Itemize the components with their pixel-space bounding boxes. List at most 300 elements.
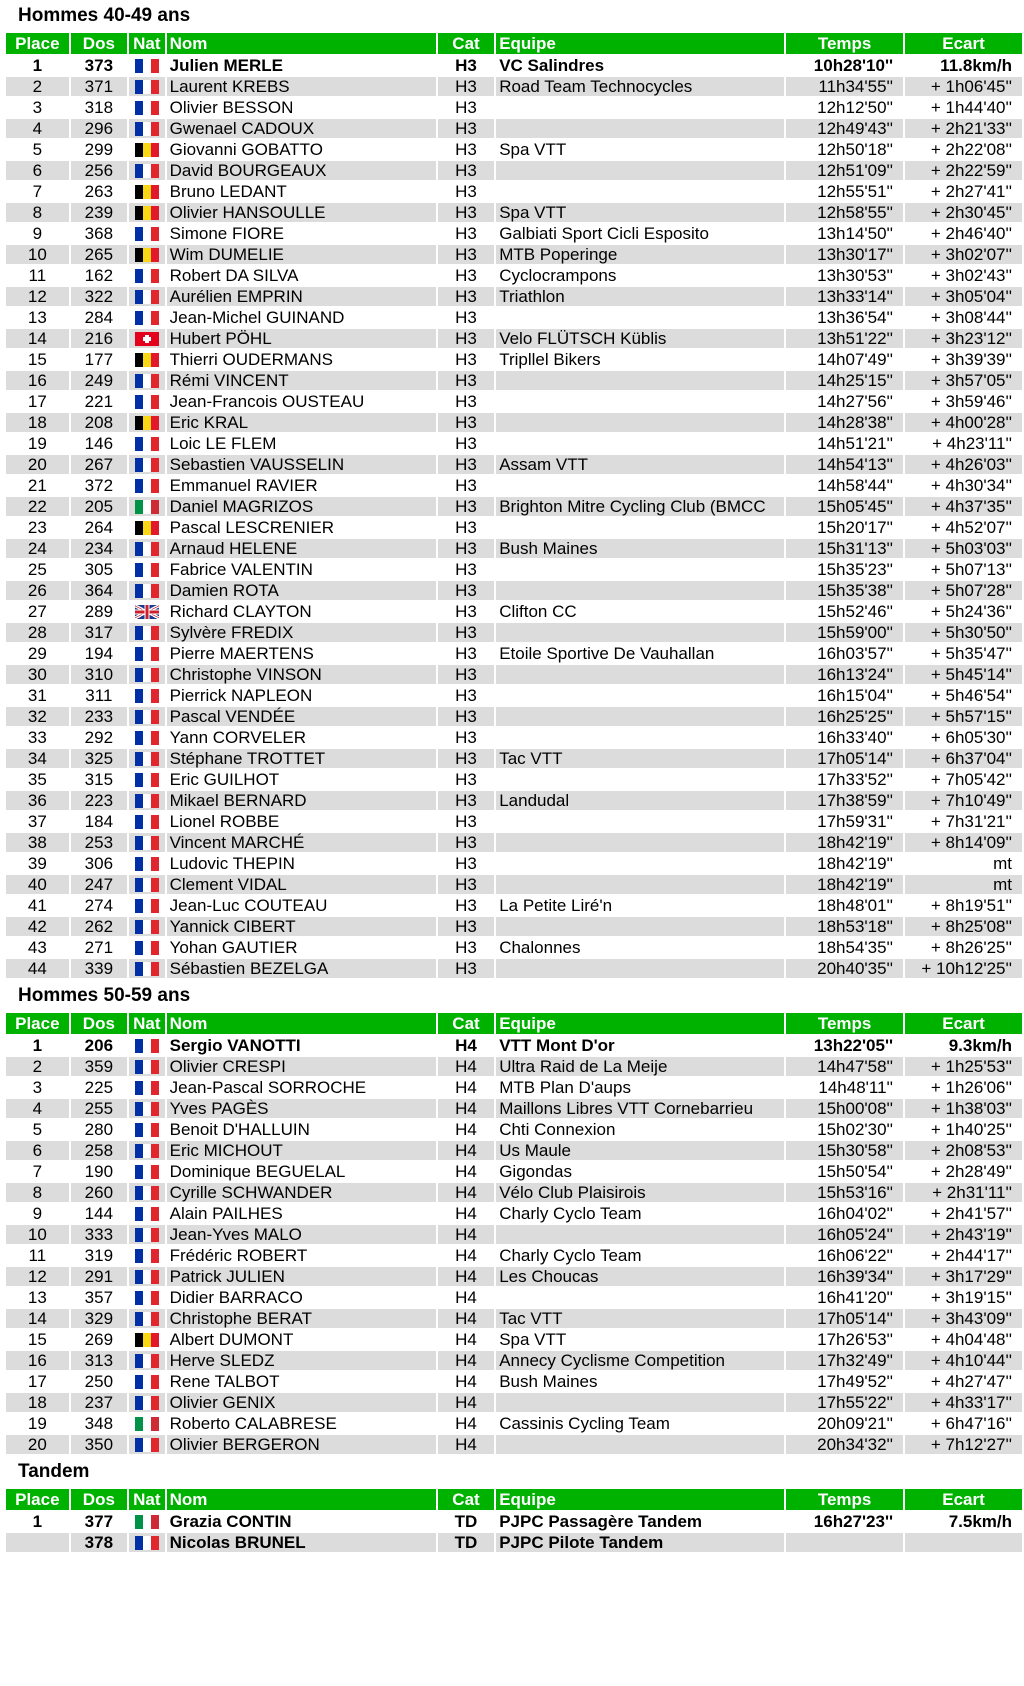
cell-place: 10 (5, 244, 70, 265)
cell-cat: H3 (437, 769, 495, 790)
cell-equipe: Triathlon (495, 286, 785, 307)
cell-place: 38 (5, 832, 70, 853)
results-table (4, 1487, 1024, 1554)
cell-nom: Gwenael CADOUX (166, 118, 437, 139)
nationality-cell (128, 538, 166, 559)
cell-cat: H4 (437, 1434, 495, 1455)
cell-cat: H4 (437, 1371, 495, 1392)
table-row (5, 664, 1023, 685)
flag-fr-icon (135, 269, 159, 283)
nationality-cell (128, 1245, 166, 1266)
flag-fr-icon (135, 689, 159, 703)
table-row (5, 412, 1023, 433)
cell-place: 19 (5, 1413, 70, 1434)
nationality-cell (128, 454, 166, 475)
cell-cat: H4 (437, 1308, 495, 1329)
table-row (5, 517, 1023, 538)
cell-dos: 325 (70, 748, 128, 769)
flag-it-icon (135, 500, 159, 514)
cell-nom: Jean-Pascal SORROCHE (166, 1077, 437, 1098)
cell-nom: Dominique BEGUELAL (166, 1161, 437, 1182)
cell-dos: 305 (70, 559, 128, 580)
table-row (5, 874, 1023, 895)
cell-ecart: + 3h08'44'' (904, 307, 1023, 328)
cell-cat: H3 (437, 643, 495, 664)
cell-temps: 15h50'54'' (785, 1161, 904, 1182)
flag-fr-icon (135, 1375, 159, 1389)
flag-fr-icon (135, 437, 159, 451)
cell-dos: 184 (70, 811, 128, 832)
cell-equipe: VTT Mont D'or (495, 1035, 785, 1056)
cell-ecart: + 4h23'11'' (904, 433, 1023, 454)
cell-nom: Eric GUILHOT (166, 769, 437, 790)
cell-cat: H3 (437, 97, 495, 118)
cell-place: 36 (5, 790, 70, 811)
cell-nom: Pierre MAERTENS (166, 643, 437, 664)
cell-nom: Roberto CALABRESE (166, 1413, 437, 1434)
cell-cat: H3 (437, 76, 495, 97)
cell-equipe (495, 1434, 785, 1455)
column-header-ecart: Ecart (904, 1012, 1023, 1035)
cell-place: 35 (5, 769, 70, 790)
cell-ecart: + 1h38'03'' (904, 1098, 1023, 1119)
cell-cat: H3 (437, 475, 495, 496)
cell-equipe: Tac VTT (495, 748, 785, 769)
nationality-cell (128, 55, 166, 76)
table-row (5, 1098, 1023, 1119)
nationality-cell (128, 1161, 166, 1182)
nationality-cell (128, 328, 166, 349)
cell-temps: 16h03'57'' (785, 643, 904, 664)
flag-ch-icon (135, 332, 159, 346)
cell-place: 16 (5, 370, 70, 391)
cell-nom: Cyrille SCHWANDER (166, 1182, 437, 1203)
cell-place: 11 (5, 265, 70, 286)
cell-dos: 348 (70, 1413, 128, 1434)
cell-equipe: Annecy Cyclisme Competition (495, 1350, 785, 1371)
cell-dos: 162 (70, 265, 128, 286)
cell-cat: H3 (437, 790, 495, 811)
cell-place (5, 1532, 70, 1553)
cell-ecart: + 8h26'25'' (904, 937, 1023, 958)
cell-nom: Patrick JULIEN (166, 1266, 437, 1287)
cell-dos: 269 (70, 1329, 128, 1350)
cell-temps: 16h05'24'' (785, 1224, 904, 1245)
flag-fr-icon (135, 458, 159, 472)
flag-be-icon (135, 185, 159, 199)
flag-fr-icon (135, 878, 159, 892)
table-row (5, 286, 1023, 307)
column-header-dos: Dos (70, 1012, 128, 1035)
table-row (5, 622, 1023, 643)
cell-ecart: + 4h00'28'' (904, 412, 1023, 433)
flag-fr-icon (135, 59, 159, 73)
cell-dos: 239 (70, 202, 128, 223)
cell-cat: H3 (437, 811, 495, 832)
cell-dos: 146 (70, 433, 128, 454)
cell-equipe (495, 622, 785, 643)
cell-temps: 15h05'45'' (785, 496, 904, 517)
cell-cat: H4 (437, 1287, 495, 1308)
cell-cat: H3 (437, 454, 495, 475)
cell-ecart: + 5h57'15'' (904, 706, 1023, 727)
nationality-cell (128, 370, 166, 391)
cell-ecart: + 10h12'25'' (904, 958, 1023, 979)
nationality-cell (128, 601, 166, 622)
cell-place: 12 (5, 1266, 70, 1287)
table-row (5, 580, 1023, 601)
table-row (5, 727, 1023, 748)
cell-place: 14 (5, 328, 70, 349)
cell-cat: H4 (437, 1140, 495, 1161)
cell-equipe: Tripllel Bikers (495, 349, 785, 370)
cell-nom: Jean-Luc COUTEAU (166, 895, 437, 916)
cell-temps: 16h25'25'' (785, 706, 904, 727)
cell-place: 39 (5, 853, 70, 874)
cell-dos: 313 (70, 1350, 128, 1371)
cell-ecart: + 6h05'30'' (904, 727, 1023, 748)
cell-nom: Fabrice VALENTIN (166, 559, 437, 580)
nationality-cell (128, 832, 166, 853)
table-row (5, 55, 1023, 76)
table-row (5, 538, 1023, 559)
table-row (5, 832, 1023, 853)
table-row (5, 76, 1023, 97)
flag-fr-icon (135, 731, 159, 745)
table-row (5, 496, 1023, 517)
cell-dos: 318 (70, 97, 128, 118)
cell-dos: 299 (70, 139, 128, 160)
cell-place: 34 (5, 748, 70, 769)
cell-equipe (495, 1224, 785, 1245)
cell-place: 13 (5, 1287, 70, 1308)
cell-dos: 296 (70, 118, 128, 139)
table-row (5, 1392, 1023, 1413)
cell-nom: Arnaud HELENE (166, 538, 437, 559)
cell-temps: 20h09'21'' (785, 1413, 904, 1434)
cell-ecart: + 5h45'14'' (904, 664, 1023, 685)
cell-temps: 15h00'08'' (785, 1098, 904, 1119)
cell-temps: 13h33'14'' (785, 286, 904, 307)
cell-dos: 263 (70, 181, 128, 202)
cell-cat: H4 (437, 1182, 495, 1203)
column-header-cat: Cat (437, 1488, 495, 1511)
cell-equipe: VC Salindres (495, 55, 785, 76)
results-table (4, 1011, 1024, 1456)
cell-ecart: + 2h46'40'' (904, 223, 1023, 244)
cell-place: 4 (5, 1098, 70, 1119)
cell-cat: H3 (437, 622, 495, 643)
cell-temps: 11h34'55'' (785, 76, 904, 97)
cell-temps: 14h47'58'' (785, 1056, 904, 1077)
cell-equipe (495, 853, 785, 874)
cell-cat: H3 (437, 916, 495, 937)
cell-dos: 371 (70, 76, 128, 97)
table-row (5, 937, 1023, 958)
cell-temps: 14h27'56'' (785, 391, 904, 412)
cell-temps: 16h06'22'' (785, 1245, 904, 1266)
cell-equipe: Les Choucas (495, 1266, 785, 1287)
cell-ecart: + 5h03'03'' (904, 538, 1023, 559)
cell-place: 5 (5, 139, 70, 160)
flag-fr-icon (135, 1060, 159, 1074)
cell-temps: 12h49'43'' (785, 118, 904, 139)
cell-nom: Yves PAGÈS (166, 1098, 437, 1119)
cell-place: 16 (5, 1350, 70, 1371)
cell-nom: Olivier CRESPI (166, 1056, 437, 1077)
cell-temps: 14h58'44'' (785, 475, 904, 496)
cell-temps: 15h02'30'' (785, 1119, 904, 1140)
cell-cat: H3 (437, 517, 495, 538)
cell-temps: 17h26'53'' (785, 1329, 904, 1350)
table-row (5, 244, 1023, 265)
cell-dos: 319 (70, 1245, 128, 1266)
nationality-cell (128, 937, 166, 958)
table-row (5, 895, 1023, 916)
cell-place: 26 (5, 580, 70, 601)
cell-equipe: MTB Poperinge (495, 244, 785, 265)
table-row (5, 1056, 1023, 1077)
nationality-cell (128, 727, 166, 748)
cell-place: 9 (5, 1203, 70, 1224)
cell-temps: 17h38'59'' (785, 790, 904, 811)
table-row (5, 454, 1023, 475)
cell-equipe (495, 1287, 785, 1308)
cell-place: 5 (5, 1119, 70, 1140)
cell-cat: H3 (437, 328, 495, 349)
column-header-place: Place (5, 1488, 70, 1511)
cell-equipe (495, 370, 785, 391)
cell-dos: 377 (70, 1511, 128, 1532)
flag-fr-icon (135, 1291, 159, 1305)
table-row (5, 433, 1023, 454)
cell-nom: Simone FIORE (166, 223, 437, 244)
cell-equipe (495, 811, 785, 832)
cell-place: 22 (5, 496, 70, 517)
table-row (5, 958, 1023, 979)
section-title: Hommes 50-59 ans (18, 985, 191, 1006)
cell-place: 32 (5, 706, 70, 727)
cell-temps: 14h48'11'' (785, 1077, 904, 1098)
cell-ecart: 7.5km/h (904, 1511, 1023, 1532)
cell-equipe: Spa VTT (495, 139, 785, 160)
cell-equipe: Bush Maines (495, 1371, 785, 1392)
cell-equipe (495, 181, 785, 202)
cell-place: 12 (5, 286, 70, 307)
cell-temps: 15h35'38'' (785, 580, 904, 601)
cell-ecart (904, 1532, 1023, 1553)
cell-ecart: + 4h30'34'' (904, 475, 1023, 496)
flag-gb-icon (135, 605, 159, 619)
cell-ecart: + 5h24'36'' (904, 601, 1023, 622)
cell-cat: H3 (437, 727, 495, 748)
nationality-cell (128, 307, 166, 328)
flag-fr-icon (135, 815, 159, 829)
column-header-cat: Cat (437, 32, 495, 55)
flag-fr-icon (135, 836, 159, 850)
cell-cat: H3 (437, 832, 495, 853)
flag-fr-icon (135, 1354, 159, 1368)
cell-equipe (495, 517, 785, 538)
cell-place: 13 (5, 307, 70, 328)
cell-dos: 378 (70, 1532, 128, 1553)
cell-cat: H3 (437, 559, 495, 580)
table-row (5, 916, 1023, 937)
table-header-row (5, 1012, 1023, 1035)
cell-equipe (495, 433, 785, 454)
cell-place: 21 (5, 475, 70, 496)
cell-equipe: PJPC Passagère Tandem (495, 1511, 785, 1532)
cell-temps: 13h22'05'' (785, 1035, 904, 1056)
table-row (5, 1119, 1023, 1140)
flag-fr-icon (135, 647, 159, 661)
cell-place: 27 (5, 601, 70, 622)
cell-equipe: Maillons Libres VTT Cornebarrieu (495, 1098, 785, 1119)
cell-dos: 216 (70, 328, 128, 349)
cell-place: 42 (5, 916, 70, 937)
cell-equipe: Charly Cyclo Team (495, 1203, 785, 1224)
flag-fr-icon (135, 1165, 159, 1179)
table-row (5, 706, 1023, 727)
column-header-place: Place (5, 32, 70, 55)
cell-dos: 357 (70, 1287, 128, 1308)
nationality-cell (128, 853, 166, 874)
cell-ecart: + 7h31'21'' (904, 811, 1023, 832)
cell-dos: 311 (70, 685, 128, 706)
cell-place: 20 (5, 454, 70, 475)
cell-temps: 17h49'52'' (785, 1371, 904, 1392)
flag-fr-icon (135, 374, 159, 388)
cell-cat: H4 (437, 1119, 495, 1140)
cell-nom: Wim DUMELIE (166, 244, 437, 265)
column-header-equipe: Equipe (495, 1012, 785, 1035)
cell-place: 1 (5, 1035, 70, 1056)
cell-ecart: + 2h22'59'' (904, 160, 1023, 181)
nationality-cell (128, 223, 166, 244)
cell-dos: 289 (70, 601, 128, 622)
table-row (5, 811, 1023, 832)
cell-dos: 271 (70, 937, 128, 958)
cell-temps: 17h59'31'' (785, 811, 904, 832)
cell-nom: Jean-Francois OUSTEAU (166, 391, 437, 412)
cell-dos: 255 (70, 1098, 128, 1119)
cell-place: 18 (5, 1392, 70, 1413)
column-header-equipe: Equipe (495, 32, 785, 55)
cell-cat: TD (437, 1532, 495, 1553)
nationality-cell (128, 874, 166, 895)
table-row (5, 349, 1023, 370)
cell-equipe: Etoile Sportive De Vauhallan (495, 643, 785, 664)
cell-dos: 310 (70, 664, 128, 685)
cell-nom: Stéphane TROTTET (166, 748, 437, 769)
cell-nom: Giovanni GOBATTO (166, 139, 437, 160)
flag-fr-icon (135, 1207, 159, 1221)
cell-temps: 17h32'49'' (785, 1350, 904, 1371)
cell-dos: 194 (70, 643, 128, 664)
cell-dos: 177 (70, 349, 128, 370)
cell-ecart: + 4h37'35'' (904, 496, 1023, 517)
cell-ecart: mt (904, 874, 1023, 895)
cell-nom: Eric KRAL (166, 412, 437, 433)
table-row (5, 202, 1023, 223)
table-row (5, 643, 1023, 664)
table-row (5, 853, 1023, 874)
cell-ecart: + 1h40'25'' (904, 1119, 1023, 1140)
flag-fr-icon (135, 1228, 159, 1242)
table-row (5, 1245, 1023, 1266)
cell-temps: 18h53'18'' (785, 916, 904, 937)
cell-place: 43 (5, 937, 70, 958)
nationality-cell (128, 1035, 166, 1056)
cell-place: 10 (5, 1224, 70, 1245)
flag-fr-icon (135, 1123, 159, 1137)
cell-place: 24 (5, 538, 70, 559)
cell-nom: Sergio VANOTTI (166, 1035, 437, 1056)
cell-cat: H4 (437, 1245, 495, 1266)
column-header-nom: Nom (166, 1012, 437, 1035)
cell-ecart: + 2h41'57'' (904, 1203, 1023, 1224)
cell-equipe: Brighton Mitre Cycling Club (BMCC (495, 496, 785, 517)
cell-equipe: Galbiati Sport Cicli Esposito (495, 223, 785, 244)
flag-be-icon (135, 143, 159, 157)
cell-dos: 205 (70, 496, 128, 517)
table-row (5, 1434, 1023, 1455)
cell-dos: 322 (70, 286, 128, 307)
column-header-place: Place (5, 1012, 70, 1035)
cell-cat: H3 (437, 202, 495, 223)
flag-it-icon (135, 1417, 159, 1431)
cell-ecart: mt (904, 853, 1023, 874)
cell-ecart: + 2h27'41'' (904, 181, 1023, 202)
cell-nom: Yann CORVELER (166, 727, 437, 748)
cell-place: 18 (5, 412, 70, 433)
cell-temps: 12h51'09'' (785, 160, 904, 181)
cell-ecart: + 2h08'53'' (904, 1140, 1023, 1161)
cell-ecart: + 2h31'11'' (904, 1182, 1023, 1203)
nationality-cell (128, 958, 166, 979)
cell-ecart: + 5h07'13'' (904, 559, 1023, 580)
nationality-cell (128, 1532, 166, 1553)
flag-fr-icon (135, 542, 159, 556)
cell-dos: 267 (70, 454, 128, 475)
cell-ecart: + 8h14'09'' (904, 832, 1023, 853)
column-header-nat: Nat (128, 1488, 166, 1511)
cell-nom: Olivier BERGERON (166, 1434, 437, 1455)
cell-equipe (495, 874, 785, 895)
cell-equipe: Gigondas (495, 1161, 785, 1182)
cell-equipe (495, 769, 785, 790)
cell-nom: Loic LE FLEM (166, 433, 437, 454)
cell-dos: 292 (70, 727, 128, 748)
cell-temps: 13h30'17'' (785, 244, 904, 265)
cell-temps: 14h25'15'' (785, 370, 904, 391)
table-row (5, 97, 1023, 118)
nationality-cell (128, 1511, 166, 1532)
flag-be-icon (135, 416, 159, 430)
cell-ecart: + 5h30'50'' (904, 622, 1023, 643)
cell-nom: Sébastien BEZELGA (166, 958, 437, 979)
table-header-row (5, 32, 1023, 55)
cell-equipe: Assam VTT (495, 454, 785, 475)
table-row (5, 1224, 1023, 1245)
cell-dos: 249 (70, 370, 128, 391)
cell-temps: 17h33'52'' (785, 769, 904, 790)
nationality-cell (128, 664, 166, 685)
flag-fr-icon (135, 962, 159, 976)
flag-fr-icon (135, 941, 159, 955)
column-header-cat: Cat (437, 1012, 495, 1035)
cell-ecart: + 2h22'08'' (904, 139, 1023, 160)
